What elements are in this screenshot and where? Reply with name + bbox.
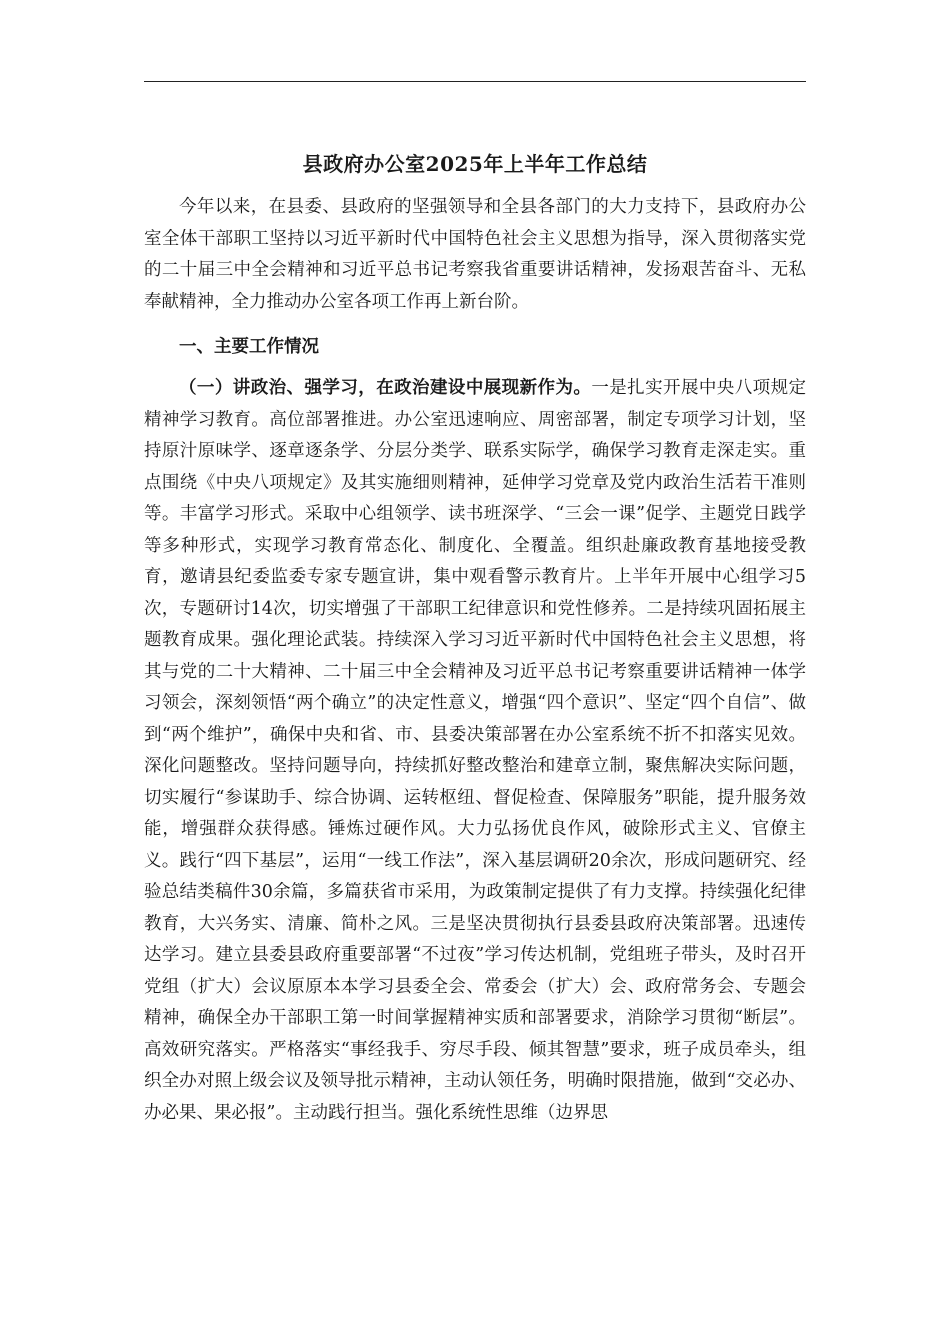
section-heading: 一、主要工作情况: [179, 337, 319, 357]
subsection-heading: （一）讲政治、强学习，在政治建设中展现新作为。: [179, 378, 592, 398]
header-rule: [144, 81, 806, 82]
subsection-paragraph: [144, 373, 806, 1129]
intro-paragraph: 今年以来，在县委、县政府的坚强领导和全县各部门的大力支持下，县政府办公室全体干部职工坚持以习近平新时代中国特色社会主义思想为指导，深入贯彻落实党的二十届三中全会精神和习近平总书记考察我省重要讲话精神，发扬艰苦奋斗、无私奉献精神，全力推动办公室各项工作再上新台阶。: [144, 197, 806, 312]
document-title: 县政府办公室2025年上半年工作总结: [302, 152, 648, 176]
subsection-body: 一是扎实开展中央八项规定精神学习教育。高位部署推进。办公室迅速响应、周密部署，制定专项学习计划，坚持原汁原味学、逐章逐条学、分层分类学、联系实际学，确保学习教育走深走实。重点围绕《中央八项规定》及其实施细则精神，延伸学习党章及党内政治生活若干准则等。丰富学习形式。采取中心组领学、读书班深学、“三会一课”促学、主题党日践学等多种形式，实现学习教育常态化、制度化、全覆盖。组织赴廉政教育基地接受教育，邀请县纪委监委专家专题宣讲，集中观看警示教育片。上半年开展中心组学习5次，专题研讨14次，切实增强了干部职工纪律意识和党性修养。二是持续巩固拓展主题教育成果。强化理论武装。持续深入学习习近平新时代中国特色社会主义思想，将其与党的二十大精神、二十届三中全会精神及习近平总书记考察重要讲话精神一体学习领会，深刻领悟“两个确立”的决定性意义，增强“四个意识”、坚定“四个自信”、做到“两个维护”，确保中央和省、市、县委决策部署在办公室系统不折不扣落实见效。深化问题整改。坚持问题导向，持续抓好整改整治和建章立制，聚焦解决实际问题，切实履行“参谋助手、综合协调、运转枢纽、督促检查、保障服务”职能，提升服务效能，增强群众获得感。锤炼过硬作风。大力弘扬优良作风，破除形式主义、官僚主义。践行“四下基层”，运用“一线工作法”，深入基层调研20余次，形成问题研究、经验总结类稿件30余篇，多篇获省市采用，为政策制定提供了有力支撑。持续强化纪律教育，大兴务实、清廉、简朴之风。三是坚决贯彻执行县委县政府决策部署。迅速传达学习。建立县委县政府重要部署“不过夜”学习传达机制，党组班子带头，及时召开党组（扩大）会议原原本本学习县委全会、常委会（扩大）会、政府常务会、专题会精神，确保全办干部职工第一时间掌握精神实质和部署要求，消除学习贯彻“断层”。高效研究落实。严格落实“事经我手、穷尽手段、倾其智慧”要求，班子成员牵头，组织全办对照上级会议及领导批示精神，主动认领任务，明确时限措施，做到“交必办、办必果、果必报”。主动践行担当。强化系统性思维（边界思: [144, 378, 807, 1123]
